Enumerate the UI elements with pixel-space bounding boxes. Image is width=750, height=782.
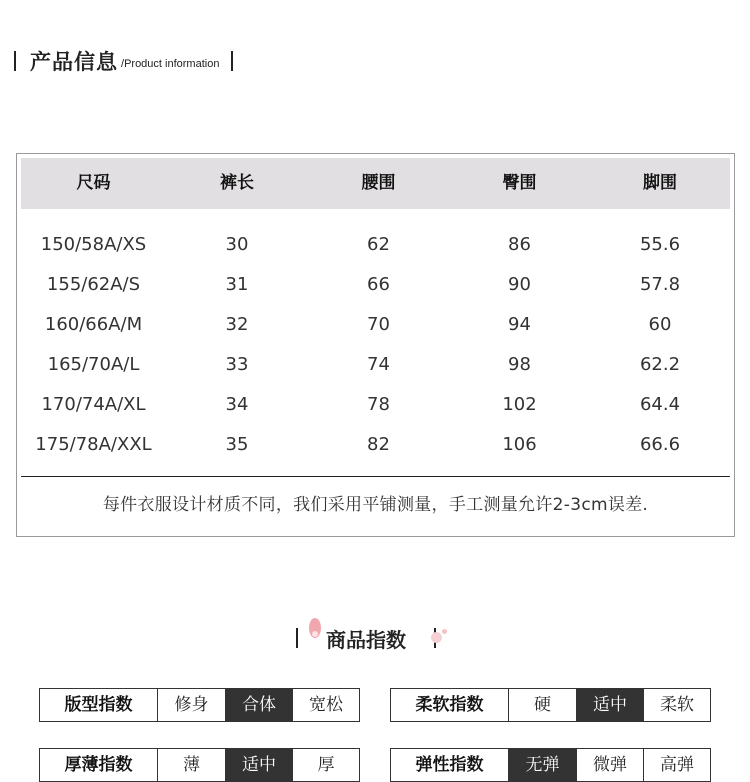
cell-hip: 86 [508, 234, 531, 255]
rating-option[interactable]: 厚 [292, 749, 359, 781]
cell-size: 175/78A/XXL [35, 434, 152, 455]
table-row [21, 265, 730, 305]
rating-option[interactable]: 适中 [576, 689, 643, 721]
title-bar-left [14, 51, 16, 71]
cell-size: 170/74A/XL [41, 394, 146, 415]
cell-waist: 66 [367, 274, 390, 295]
decor-dot-icon [431, 632, 442, 643]
rating-option[interactable]: 无弹 [509, 749, 576, 781]
rating-label: 弹性指数 [391, 749, 509, 781]
table-row [21, 345, 730, 385]
cell-length: 30 [225, 234, 249, 255]
cell-hip: 90 [508, 274, 531, 295]
rating-option[interactable]: 高弹 [643, 749, 710, 781]
header-length: 裤长 [220, 173, 254, 193]
cell-hem: 55.6 [639, 234, 681, 255]
cell-waist: 78 [367, 394, 390, 415]
cell-hip: 94 [508, 314, 531, 335]
header-size: 尺码 [76, 173, 111, 193]
rating-option[interactable]: 适中 [225, 749, 292, 781]
section-subtitle-text: Product information [124, 58, 220, 70]
rating-option[interactable]: 硬 [534, 695, 551, 715]
rating-option[interactable]: 修身 [174, 695, 209, 715]
section-title: 产品信息 [30, 50, 118, 74]
rating-option[interactable]: 宽松 [292, 689, 359, 721]
cell-hem: 66.6 [639, 434, 681, 455]
table-row [21, 305, 730, 345]
decor-dot-icon [442, 629, 447, 634]
header-waist: 腰围 [361, 173, 396, 193]
section-slash: / [121, 58, 125, 70]
cell-hem: 64.4 [639, 394, 681, 415]
cell-hem: 60 [648, 314, 672, 335]
cell-size: 165/70A/L [47, 354, 140, 375]
rating-label: 版型指数 [40, 689, 158, 721]
section-title: 商品指数 [326, 627, 406, 652]
cell-waist: 62 [367, 234, 390, 255]
table-row [21, 425, 730, 465]
section-header-product-info [14, 48, 233, 74]
cell-length: 35 [225, 434, 249, 455]
cell-hip: 98 [508, 354, 531, 375]
cell-length: 33 [225, 354, 249, 375]
cell-waist: 82 [367, 434, 390, 455]
cell-size: 150/58A/XS [40, 234, 147, 255]
header-hem: 脚围 [643, 173, 677, 193]
title-bar-left [296, 628, 298, 648]
table-row [21, 385, 730, 425]
rating-softness [390, 688, 711, 722]
cell-length: 32 [225, 314, 249, 335]
table-row [21, 225, 730, 265]
rating-option[interactable]: 薄 [183, 755, 200, 775]
measurement-note: 每件衣服设计材质不同，我们采用平铺测量，手工测量允许2-3cm误差. [102, 495, 649, 515]
rating-elasticity [390, 748, 711, 782]
section-subtitle [121, 58, 219, 70]
header-hip: 臀围 [502, 173, 537, 193]
rating-label: 厚薄指数 [40, 749, 158, 781]
rating-label: 柔软指数 [391, 689, 509, 721]
size-table-header [21, 158, 730, 209]
cell-length: 34 [225, 394, 249, 415]
cell-hip: 106 [502, 434, 537, 455]
rating-option[interactable]: 合体 [225, 689, 292, 721]
cell-waist: 74 [367, 354, 390, 375]
rating-option[interactable]: 微弹 [576, 749, 643, 781]
rating-fit [39, 688, 360, 722]
cell-hem: 62.2 [639, 354, 681, 375]
title-bar-right [231, 51, 233, 71]
section-header-product-index [296, 618, 436, 658]
size-table [16, 153, 735, 537]
decor-dot-icon [312, 631, 318, 637]
cell-hem: 57.8 [639, 274, 681, 295]
cell-size: 155/62A/S [46, 274, 141, 295]
cell-length: 31 [225, 274, 249, 295]
rating-option[interactable]: 柔软 [643, 689, 710, 721]
table-divider [21, 476, 730, 477]
cell-hip: 102 [502, 394, 537, 415]
rating-thickness [39, 748, 360, 782]
cell-waist: 70 [367, 314, 390, 335]
cell-size: 160/66A/M [44, 314, 143, 335]
